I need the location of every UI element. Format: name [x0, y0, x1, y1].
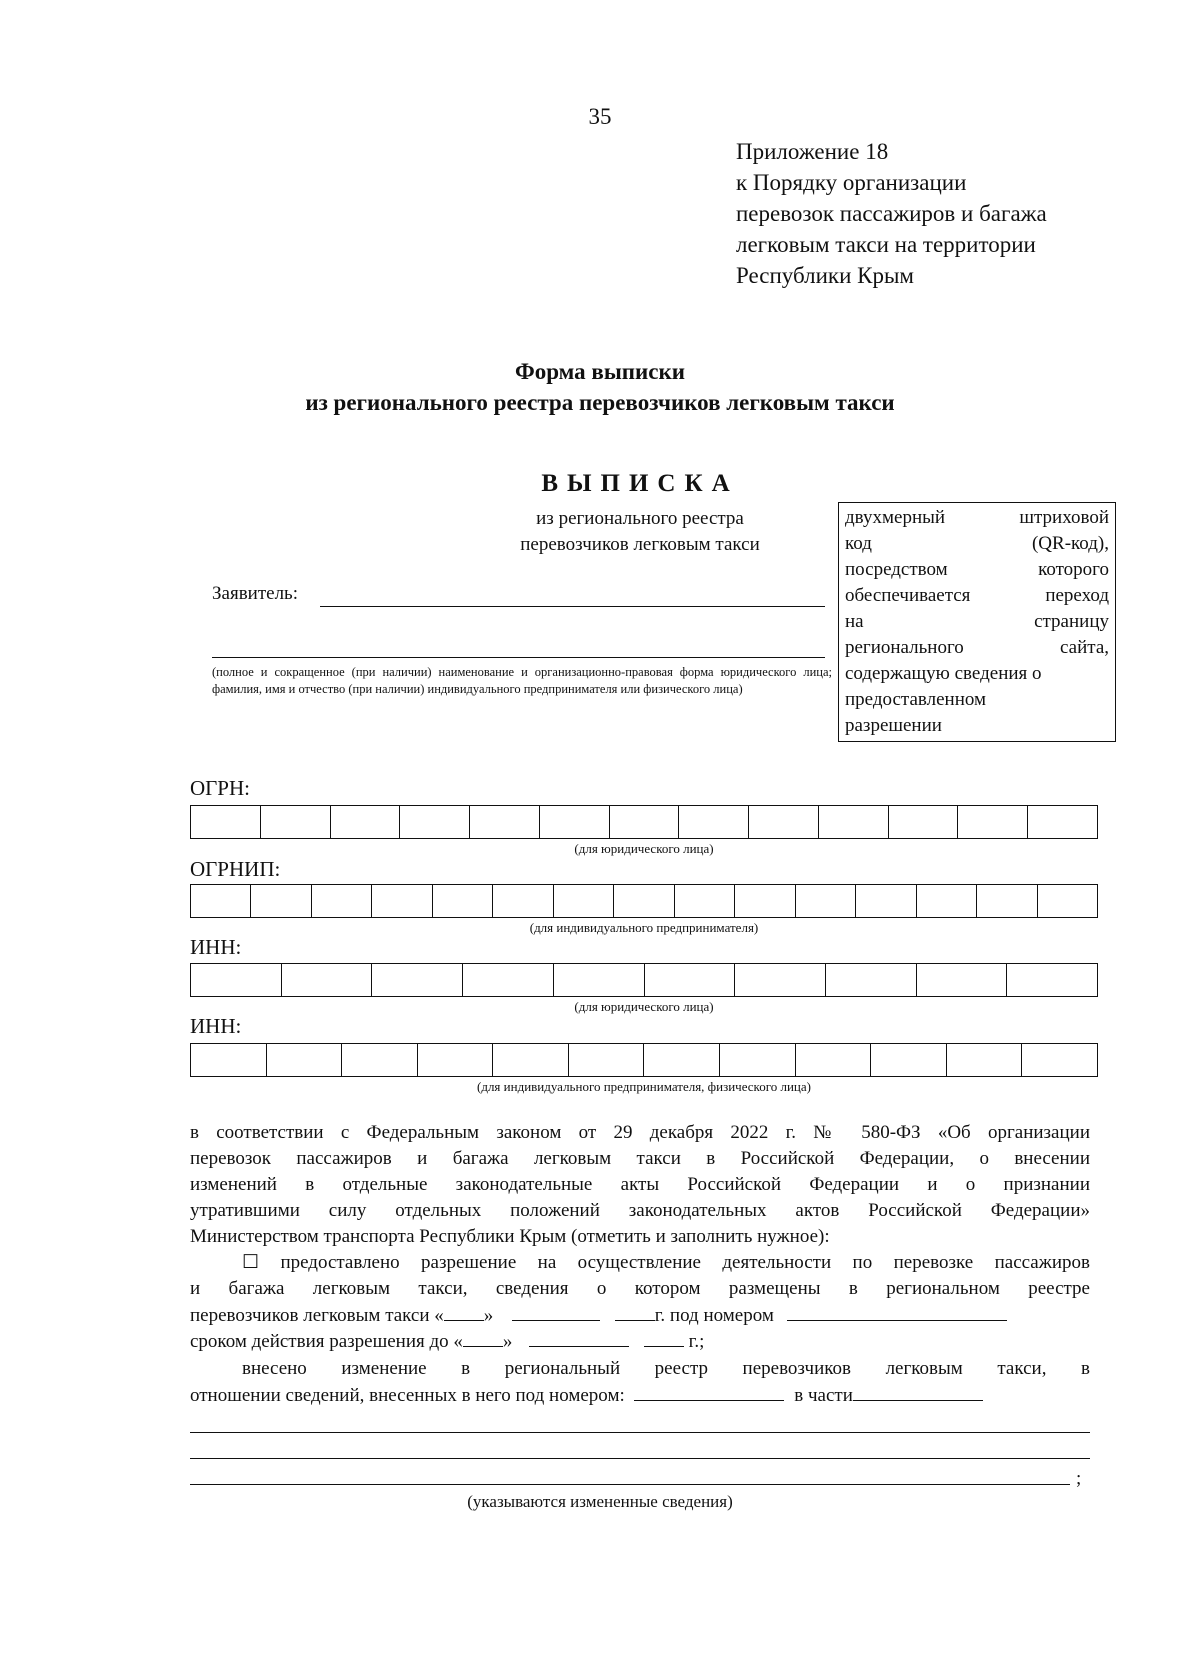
day-blank[interactable]	[463, 1328, 503, 1347]
qr-text: страницу	[1034, 611, 1109, 632]
option2-line1: внесено изменение в региональный реестр перевозчиков легковым такси, в	[242, 1358, 1090, 1379]
option2-line2	[190, 1382, 1090, 1409]
applicant-input-line[interactable]	[320, 606, 825, 607]
extract-subtitle-line: перевозчиков легковым такси	[520, 534, 760, 555]
qr-text: код	[845, 533, 872, 554]
inn-legal-caption: (для юридического лица)	[574, 999, 714, 1014]
changes-semicolon: ;	[1076, 1468, 1082, 1489]
qr-text: содержащую сведения о	[845, 663, 1042, 684]
appendix-line: легковым такси на территории	[736, 232, 1036, 257]
qr-code-box	[838, 502, 1116, 742]
qr-text: сайта,	[1060, 637, 1109, 658]
law-line: изменений в отдельные законодательные акты Российской Федерации и о признании	[190, 1174, 1090, 1195]
option1-line4	[190, 1328, 1090, 1355]
inn-individual-label: ИНН:	[190, 1014, 242, 1038]
ogrnip-caption: (для индивидуального предпринимателя)	[529, 920, 759, 935]
qr-text: на	[845, 611, 864, 632]
option2-number-text: отношении сведений, внесенных в него под номером:	[190, 1385, 625, 1406]
changes-line[interactable]	[190, 1458, 1090, 1459]
extract-subtitle-line: из регионального реестра	[536, 508, 744, 529]
year-suffix: г.;	[688, 1331, 705, 1352]
qr-text: переход	[1045, 585, 1109, 606]
changes-line[interactable]	[190, 1484, 1070, 1485]
qr-text: предоставленном	[845, 689, 987, 710]
qr-text: которого	[1038, 559, 1109, 580]
inn-individual-caption: (для индивидуального предпринимателя, физического лица)	[477, 1079, 811, 1094]
qr-text: (QR-код),	[1031, 533, 1109, 554]
appendix-line: Республики Крым	[736, 263, 914, 288]
law-line: перевозок пассажиров и багажа легковым такси в Российской Федерации, о внесении	[190, 1148, 1090, 1169]
applicant-label: Заявитель:	[212, 583, 298, 604]
ogrnip-cells[interactable]	[190, 884, 1098, 918]
option1-registry-text: перевозчиков легковым такси «	[190, 1305, 444, 1326]
law-paragraph	[190, 1120, 1090, 1224]
applicant-hint: (полное и сокращенное (при наличии) наименование и организационно-правовая форма юридического лица; фамилия, имя и отчество (при наличии) индивидуального предпринимателя или физического лица)	[212, 665, 832, 696]
in-part-blank[interactable]	[853, 1382, 983, 1401]
option1-text: предоставлено разрешение на осуществление деятельности по перевозке пассажиров	[280, 1252, 1090, 1273]
ogrn-label: ОГРН:	[190, 776, 250, 800]
qr-text: двухмерный	[845, 507, 946, 528]
option1-line1	[190, 1250, 1090, 1276]
number-blank[interactable]	[634, 1382, 784, 1401]
year-number-text: г. под номером	[654, 1305, 774, 1326]
appendix-line: к Порядку организации	[736, 170, 967, 195]
page-number: 35	[588, 104, 612, 129]
day-blank[interactable]	[444, 1302, 484, 1321]
changes-line[interactable]	[190, 1432, 1090, 1433]
year-blank[interactable]	[615, 1302, 655, 1321]
qr-text: штриховой	[1019, 507, 1109, 528]
qr-text: обеспечивается	[845, 585, 971, 606]
option1-line3	[190, 1302, 1090, 1329]
law-line: в соответствии с Федеральным законом от 29 декабря 2022 г. № 580-ФЗ «Об организации	[190, 1122, 1090, 1143]
appendix-block	[736, 136, 1136, 291]
applicant-input-line[interactable]	[212, 657, 825, 658]
changed-caption: (указываются измененные сведения)	[467, 1492, 733, 1511]
qr-text: регионального	[845, 637, 964, 658]
appendix-line: Приложение 18	[736, 139, 889, 164]
form-title	[0, 356, 1200, 418]
ogrnip-label: ОГРНИП:	[190, 857, 281, 881]
qr-text: посредством	[845, 559, 948, 580]
inn-individual-cells[interactable]	[190, 1043, 1098, 1077]
checkbox-icon[interactable]: ☐	[242, 1252, 260, 1273]
inn-legal-cells[interactable]	[190, 963, 1098, 997]
number-blank[interactable]	[787, 1302, 1007, 1321]
month-blank[interactable]	[529, 1328, 629, 1347]
ogrn-caption: (для юридического лица)	[574, 841, 714, 856]
form-title-line: из регионального реестра перевозчиков легковым такси	[305, 390, 895, 415]
option1-line2: и багажа легковым такси, сведения о котором размещены в региональном реестре	[190, 1278, 1090, 1299]
inn-legal-label: ИНН:	[190, 935, 242, 959]
ogrn-cells[interactable]	[190, 805, 1098, 839]
in-part-text: в части	[794, 1385, 853, 1406]
extract-heading: ВЫПИСКА	[541, 470, 739, 497]
form-title-line: Форма выписки	[514, 359, 686, 384]
month-blank[interactable]	[512, 1302, 600, 1321]
year-blank[interactable]	[644, 1328, 684, 1347]
quote-close: »	[502, 1331, 513, 1352]
validity-text: сроком действия разрешения до «	[190, 1331, 463, 1352]
law-last-line: Министерством транспорта Республики Крым (отметить и заполнить нужное):	[190, 1226, 830, 1247]
appendix-line: перевозок пассажиров и багажа	[736, 201, 1047, 226]
qr-text: разрешении	[845, 715, 942, 736]
law-line: утратившими силу отдельных положений законодательных актов Российской Федерации»	[190, 1200, 1090, 1221]
extract-subtitle	[400, 506, 880, 558]
quote-close: »	[483, 1305, 494, 1326]
